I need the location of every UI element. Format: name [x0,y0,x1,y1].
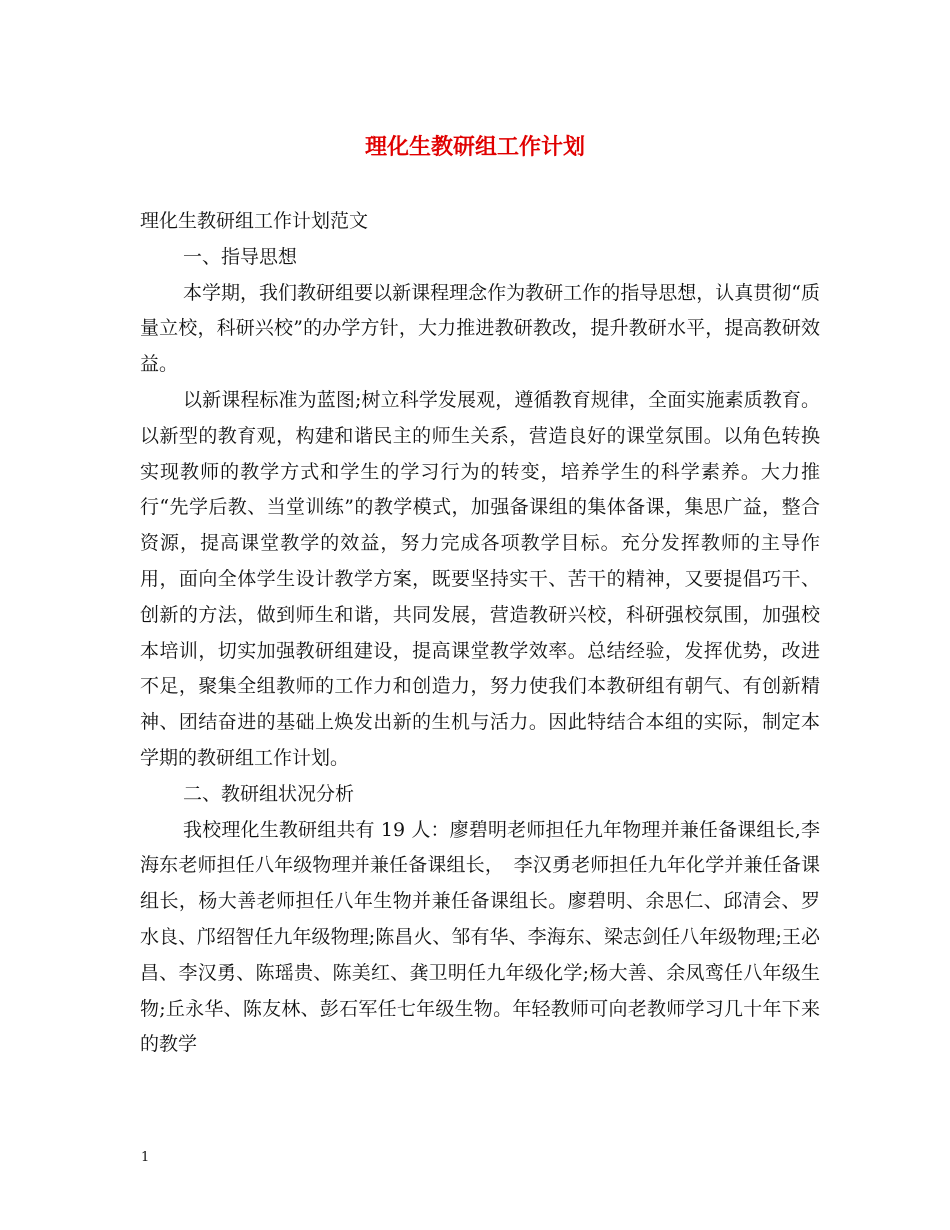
section-heading-status-analysis: 二、教研组状况分析 [183,782,355,805]
body-paragraph: 我校理化生教研组共有 19 人：廖碧明老师担任九年物理并兼任备课组长,李海东老师担任八年级物理并兼任备课组长， 李汉勇老师担任九年化学并兼任备课组长，杨大善老师担任八年生物并兼任备课组长。廖碧明、余思仁、邱清会、罗水良、邝绍智任九年级物理;陈昌火、邹有华、李海东、梁志剑任八年级物理;王必昌、李汉勇、陈瑶贵、陈美红、龚卫明任九年级化学;杨大善、余凤鸾任八年级生物;丘永华、陈友林、彭石军任七年级生物。年轻教师可向老教师学习几十年下来的教学 [140,818,820,1056]
page-number: 1 [141,1150,150,1165]
body-paragraph: 本学期，我们教研组要以新课程理念作为教研工作的指导思想，认真贯彻“质量立校，科研兴校”的办学方针，大力推进教研教改，提升教研水平，提高教研效益。 [140,281,820,376]
subtitle-paragraph: 理化生教研组工作计划范文 [140,210,369,232]
document-body [140,204,820,1063]
section-heading-guiding-ideology: 一、指导思想 [183,245,298,268]
document-title: 理化生教研组工作计划 [364,134,585,160]
body-paragraph: 以新课程标准为蓝图;树立科学发展观，遵循教育规律，全面实施素质教育。以新型的教育观，构建和谐民主的师生关系，营造良好的课堂氛围。以角色转换实现教师的教学方式和学生的学习行为的转变，培养学生的科学素养。大力推行“先学后教、当堂训练”的教学模式，加强备课组的集体备课，集思广益，整合资源，提高课堂教学的效益，努力完成各项教学目标。充分发挥教师的主导作用，面向全体学生设计教学方案，既要坚持实干、苦干的精神，又要提倡巧干、创新的方法，做到师生和谐，共同发展，营造教研兴校，科研强校氛围，加强校本培训，切实加强教研组建设，提高课堂教学效率。总结经验，发挥优势，改进不足，聚集全组教师的工作力和创造力，努力使我们本教研组有朝气、有创新精神、团结奋进的基础上焕发出新的生机与活力。因此特结合本组的实际，制定本学期的教研组工作计划。 [140,388,820,769]
